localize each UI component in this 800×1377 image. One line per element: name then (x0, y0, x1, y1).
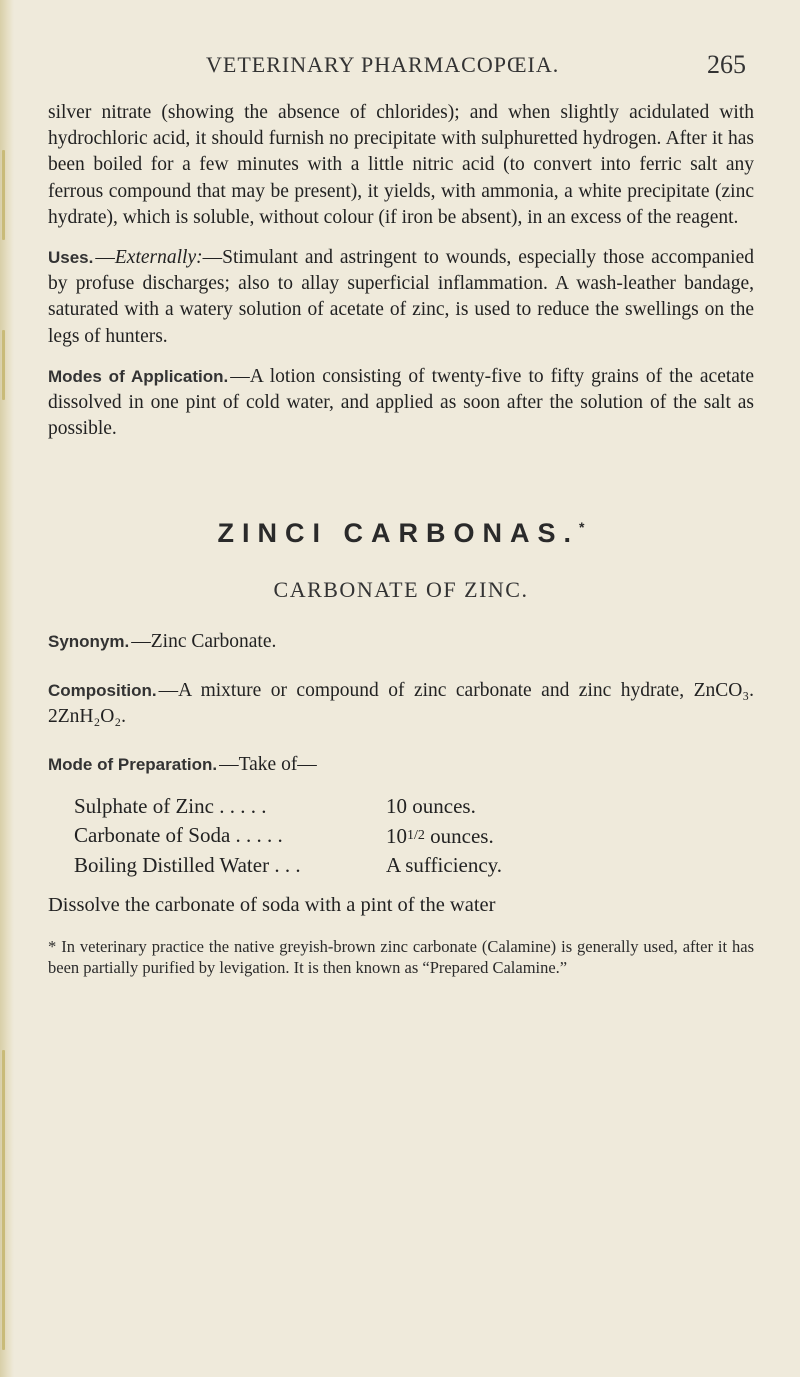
uses-heading: Uses. (48, 248, 94, 268)
ingredient-name: Sulphate of Zinc . . . . . (74, 794, 267, 819)
spine-mark (2, 330, 5, 400)
spine-mark (2, 150, 5, 240)
ingredient-quantity: 10 ounces. (386, 794, 476, 819)
footnote-text: * In veterinary practice the native greyish-brown zinc carbonate (Calamine) is generally used, after it has been partially purified by levigation. It is then known as “Prepared Calamine.” (48, 937, 754, 978)
uses-text: —Stimulant and astringent to wounds, especially those accompanied by profuse discharges; also to allay superficial inflammation. A wash-leather bandage, saturated with a watery solution of acetate of zinc, is used to reduce the swellings on the legs of hunters. (48, 247, 754, 347)
composition-text: —A mixture or compound of zinc carbonate and zinc hydrate, ZnCO₃. 2ZnH₂O₂. (48, 679, 754, 727)
composition-heading: Composition. (48, 680, 157, 700)
ingredient-name: Carbonate of Soda . . . . . (74, 823, 283, 848)
section-subtitle: CARBONATE OF ZINC. (273, 577, 529, 603)
section-title: ZINCI CARBONAS.* (217, 518, 585, 549)
synonym-heading: Synonym. (48, 632, 130, 652)
ingredient-quantity: 101/2 ounces. (386, 824, 494, 849)
preparation-heading: Mode of Preparation. (48, 755, 218, 775)
paragraph-dissolve: Dissolve the carbonate of soda with a pint of the water (48, 894, 496, 917)
page-body (48, 100, 754, 978)
ingredient-list (74, 792, 714, 880)
paragraph-synonym (48, 629, 754, 655)
fraction: 1/2 (407, 828, 425, 844)
ingredient-quantity: A sufficiency. (386, 853, 503, 878)
uses-italic: Externally: (114, 247, 203, 269)
paragraph-uses: Uses. —Externally:—Stimulant and astringent to wounds, especially those accompanied by profuse discharges; also to allay superficial inflammation. A wash-leather bandage, saturated with a watery solution of acetate of zinc, is used to reduce the swellings on the legs of hunters. (48, 247, 754, 347)
ingredient-name: Boiling Distilled Water . . . (74, 853, 301, 878)
paragraph-composition (48, 678, 754, 730)
paragraph-preparation (48, 752, 754, 778)
synonym-text: —Zinc Carbonate. (131, 631, 277, 653)
page-header (206, 52, 746, 92)
ingredient-row (74, 792, 714, 821)
modes-text: —A lotion consisting of twenty-five to fifty grains of the acetate dissolved in one pint of cold water, and applied as soon after the solution of the salt as possible. (48, 365, 755, 440)
ingredient-row (74, 821, 714, 851)
footnote-marker: * (579, 519, 585, 536)
running-head: VETERINARY PHARMACOPŒIA. (206, 52, 560, 77)
paragraph-modes (48, 364, 754, 443)
footnote (48, 936, 754, 978)
preparation-text: —Take of— (219, 754, 317, 776)
spine-mark (2, 1050, 5, 1350)
paragraph-tests: silver nitrate (showing the absence of chlorides); and when slightly acidulated with hydrochloric acid, it should furnish no precipitate with sulphuretted hydrogen. After it has been boiled for a few minutes with a little nitric acid (to convert into ferric salt any ferrous compound that may be present), it yields, with ammonia, a white precipitate (zinc hydrate), which is soluble, without colour (if iron be absent), in an excess of the reagent. (48, 102, 754, 228)
page-number: 265 (707, 50, 746, 79)
ingredient-row (74, 851, 714, 880)
modes-heading: Modes of Application. (48, 366, 229, 386)
